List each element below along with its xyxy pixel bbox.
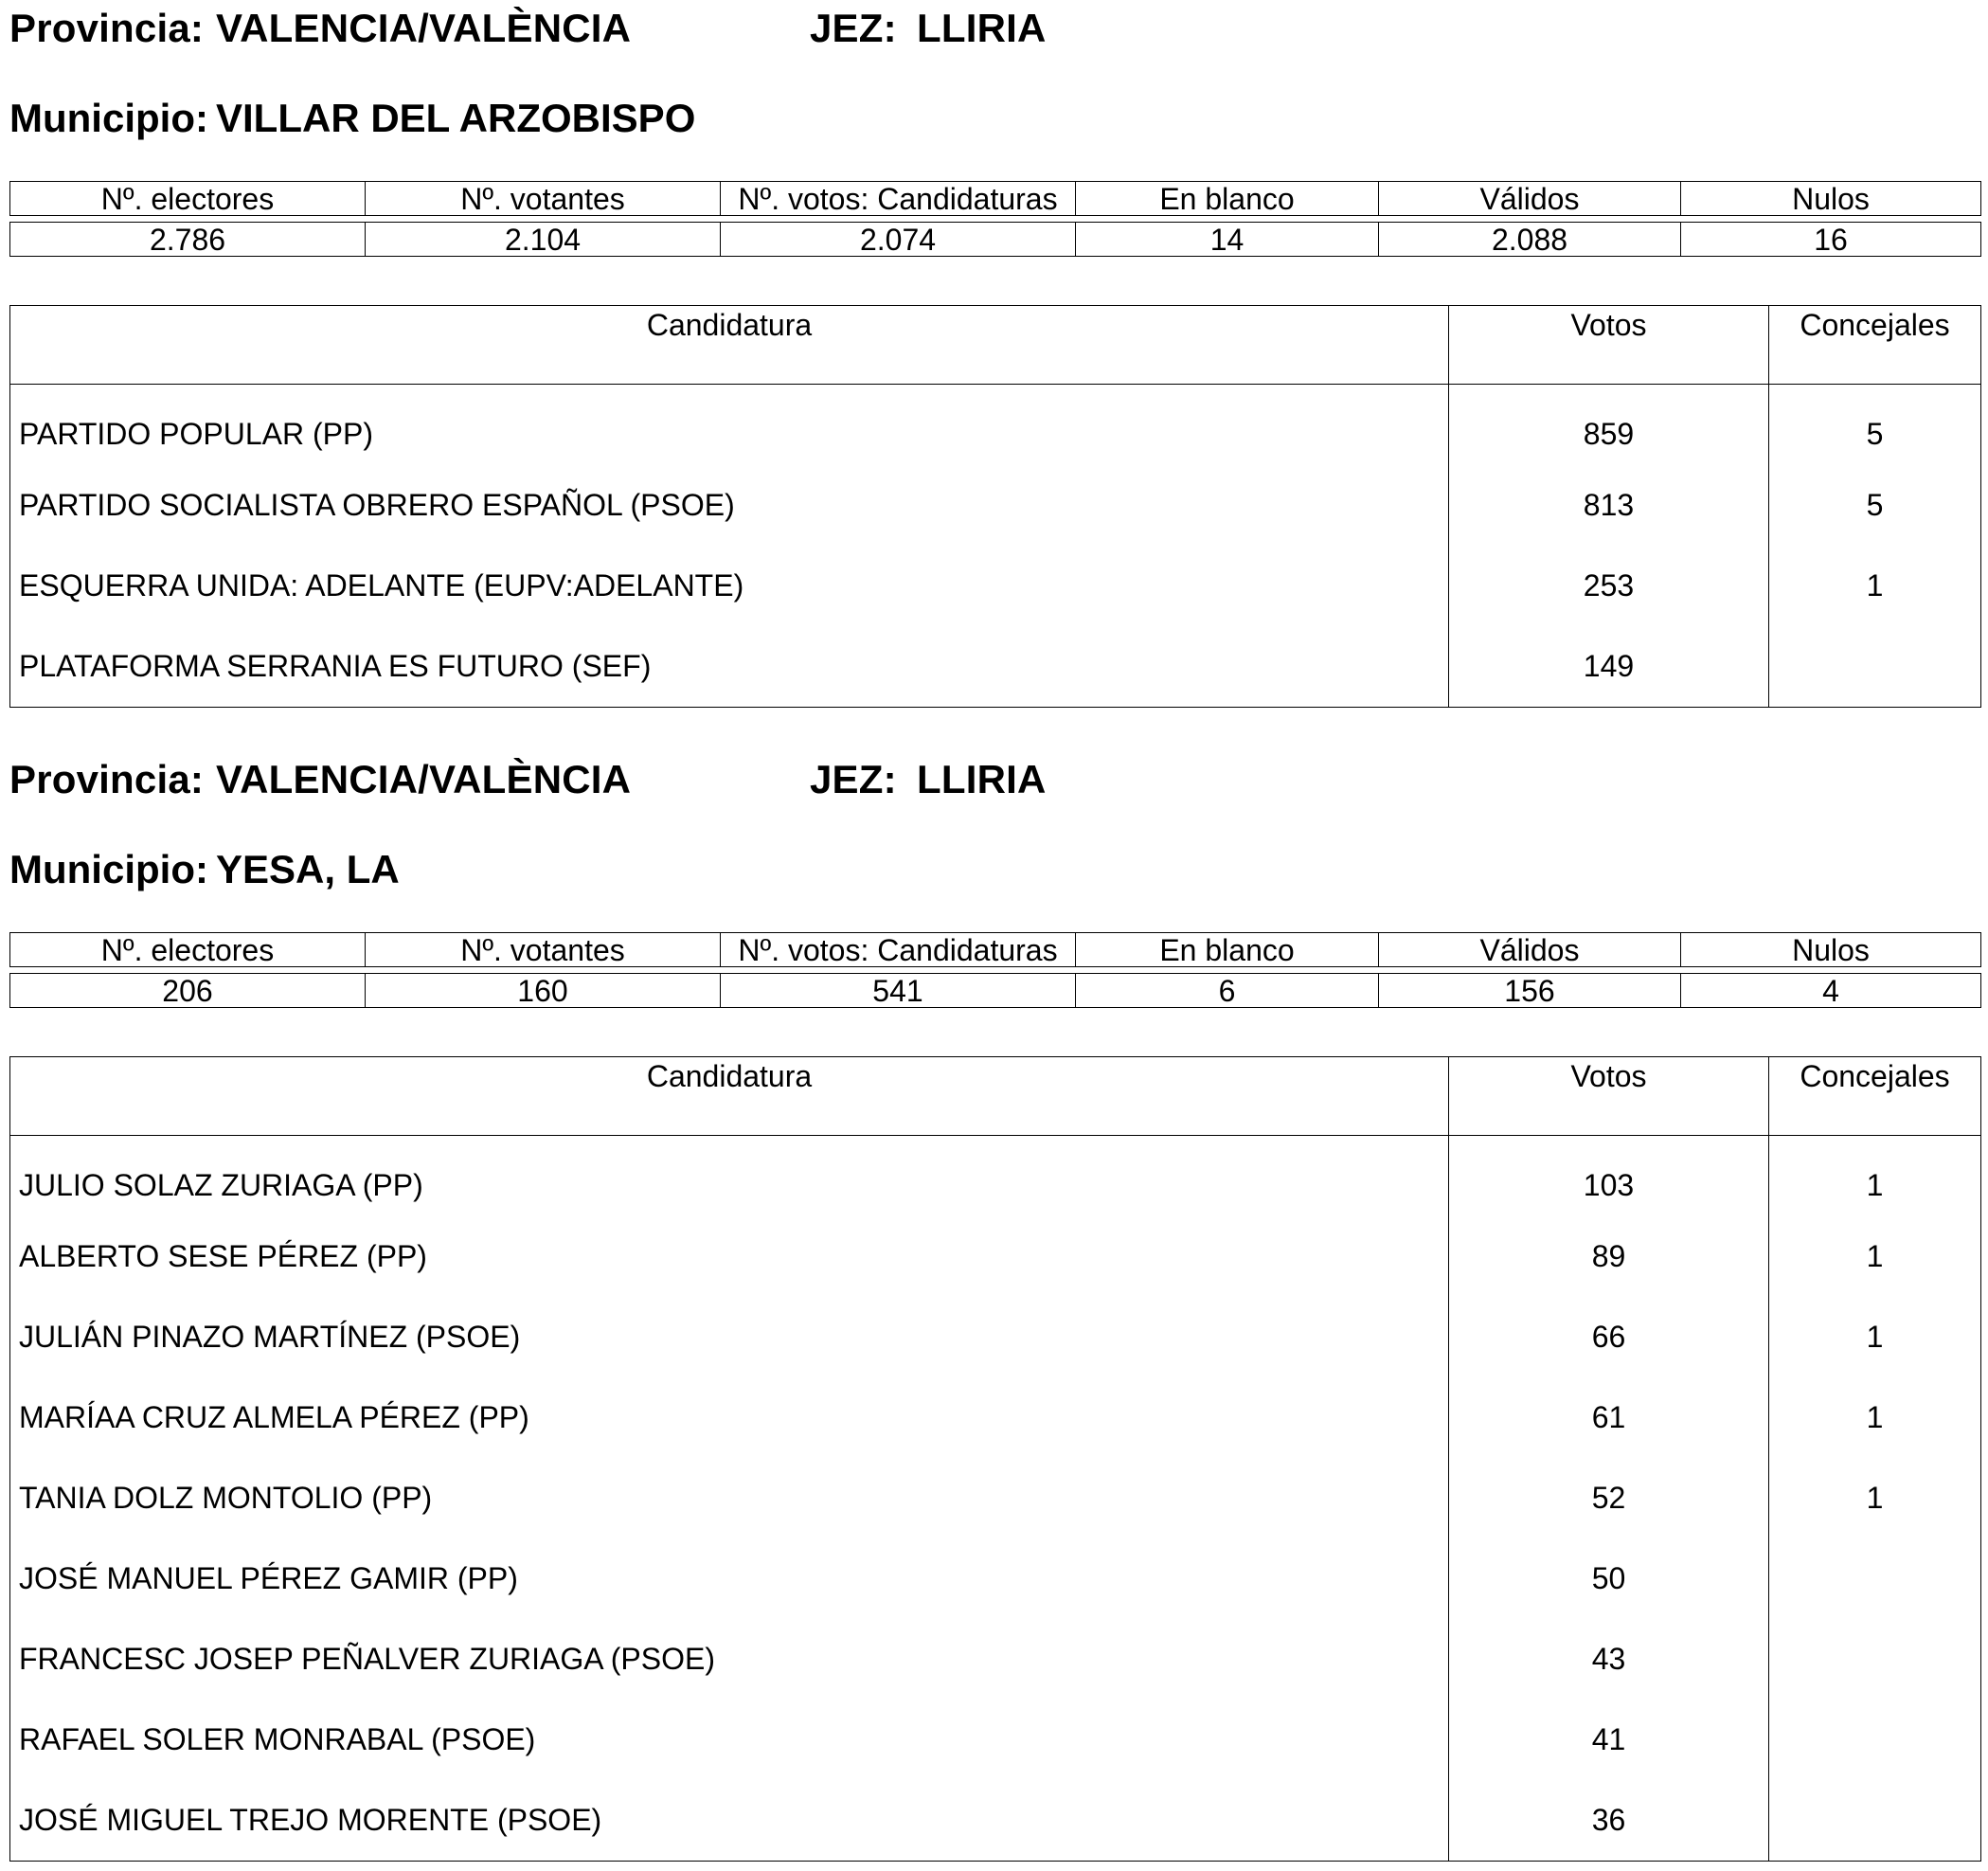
cand-name: RAFAEL SOLER MONRABAL (PSOE)	[10, 1700, 1449, 1780]
cand-name: ESQUERRA UNIDA: ADELANTE (EUPV:ADELANTE)	[10, 546, 1449, 626]
cand-header-row	[10, 306, 1981, 385]
stats-header-row	[10, 182, 1981, 216]
cand-header-candidatura: Candidatura	[10, 1057, 1449, 1136]
cand-concejales: 1	[1769, 1297, 1981, 1377]
candidaturas-table	[9, 1056, 1981, 1862]
table-row	[10, 1458, 1981, 1538]
stats-value: 2.074	[721, 223, 1076, 257]
stats-value-row	[10, 974, 1981, 1008]
cand-header-candidatura: Candidatura	[10, 306, 1449, 385]
stats-value: 2.104	[366, 223, 721, 257]
candidaturas-table	[9, 305, 1981, 708]
cand-votos: 43	[1449, 1619, 1769, 1700]
stats-header: Nº. votantes	[366, 933, 721, 967]
cand-name: JULIÁN PINAZO MARTÍNEZ (PSOE)	[10, 1297, 1449, 1377]
provincia-label: Provincia:	[9, 757, 205, 801]
cand-concejales: 1	[1769, 1458, 1981, 1538]
jez-label: JEZ:	[810, 6, 897, 50]
cand-concejales	[1769, 1619, 1981, 1700]
cand-name: PARTIDO SOCIALISTA OBRERO ESPAÑOL (PSOE)	[10, 465, 1449, 546]
jez-value: LLIRIA	[917, 757, 1047, 801]
stats-header: Válidos	[1379, 182, 1681, 216]
stats-values-table	[9, 222, 1981, 257]
cand-concejales	[1769, 1700, 1981, 1780]
cand-concejales	[1769, 1780, 1981, 1862]
stats-value: 4	[1681, 974, 1981, 1008]
cand-name: JOSÉ MIGUEL TREJO MORENTE (PSOE)	[10, 1780, 1449, 1862]
cand-votos: 52	[1449, 1458, 1769, 1538]
cand-concejales: 1	[1769, 1216, 1981, 1297]
stats-value: 206	[10, 974, 366, 1008]
cand-votos: 50	[1449, 1538, 1769, 1619]
table-row	[10, 626, 1981, 708]
cand-votos: 149	[1449, 626, 1769, 708]
stats-header: Nº. votos: Candidaturas	[721, 933, 1076, 967]
provincia-value: VALENCIA/VALÈNCIA	[216, 6, 632, 50]
jez-label: JEZ:	[810, 757, 897, 801]
cand-votos: 89	[1449, 1216, 1769, 1297]
stats-header: Nº. electores	[10, 933, 366, 967]
table-row	[10, 1377, 1981, 1458]
cand-name: PLATAFORMA SERRANIA ES FUTURO (SEF)	[10, 626, 1449, 708]
cand-votos: 253	[1449, 546, 1769, 626]
cand-votos: 61	[1449, 1377, 1769, 1458]
stats-table	[9, 181, 1981, 216]
stats-header: Nº. votos: Candidaturas	[721, 182, 1076, 216]
stats-value: 14	[1076, 223, 1379, 257]
table-row	[10, 1136, 1981, 1217]
municipio-label: Municipio:	[9, 847, 208, 891]
table-row	[10, 1700, 1981, 1780]
cand-votos: 859	[1449, 385, 1769, 466]
provincia-label: Provincia:	[9, 6, 205, 50]
cand-name: TANIA DOLZ MONTOLIO (PP)	[10, 1458, 1449, 1538]
stats-value: 2.786	[10, 223, 366, 257]
stats-value: 156	[1379, 974, 1681, 1008]
cand-header-votos: Votos	[1449, 306, 1769, 385]
municipio-value: VILLAR DEL ARZOBISPO	[216, 96, 696, 140]
cand-header-row	[10, 1057, 1981, 1136]
municipio-value: YESA, LA	[216, 847, 400, 891]
cand-votos: 813	[1449, 465, 1769, 546]
table-row	[10, 546, 1981, 626]
stats-header: Nulos	[1681, 182, 1981, 216]
cand-concejales: 5	[1769, 465, 1981, 546]
cand-name: JOSÉ MANUEL PÉREZ GAMIR (PP)	[10, 1538, 1449, 1619]
table-row	[10, 465, 1981, 546]
cand-concejales	[1769, 626, 1981, 708]
cand-votos: 41	[1449, 1700, 1769, 1780]
cand-concejales: 5	[1769, 385, 1981, 466]
table-row	[10, 1297, 1981, 1377]
cand-name: MARÍAA CRUZ ALMELA PÉREZ (PP)	[10, 1377, 1449, 1458]
table-row	[10, 385, 1981, 466]
stats-header: En blanco	[1076, 182, 1379, 216]
cand-name: ALBERTO SESE PÉREZ (PP)	[10, 1216, 1449, 1297]
stats-value-row	[10, 223, 1981, 257]
table-row	[10, 1619, 1981, 1700]
provincia-value: VALENCIA/VALÈNCIA	[216, 757, 632, 801]
cand-concejales: 1	[1769, 546, 1981, 626]
cand-name: FRANCESC JOSEP PEÑALVER ZURIAGA (PSOE)	[10, 1619, 1449, 1700]
table-row	[10, 1216, 1981, 1297]
stats-header: Nº. electores	[10, 182, 366, 216]
cand-header-concejales: Concejales	[1769, 1057, 1981, 1136]
stats-header: Válidos	[1379, 933, 1681, 967]
cand-votos: 66	[1449, 1297, 1769, 1377]
stats-values-table	[9, 973, 1981, 1008]
municipio-label: Municipio:	[9, 96, 208, 140]
stats-header: Nulos	[1681, 933, 1981, 967]
cand-concejales: 1	[1769, 1136, 1981, 1217]
table-row	[10, 1538, 1981, 1619]
cand-votos: 36	[1449, 1780, 1769, 1862]
stats-value: 160	[366, 974, 721, 1008]
stats-value: 16	[1681, 223, 1981, 257]
stats-value: 541	[721, 974, 1076, 1008]
cand-concejales: 1	[1769, 1377, 1981, 1458]
stats-header: Nº. votantes	[366, 182, 721, 216]
stats-value: 6	[1076, 974, 1379, 1008]
stats-value: 2.088	[1379, 223, 1681, 257]
cand-concejales	[1769, 1538, 1981, 1619]
stats-header-row	[10, 933, 1981, 967]
cand-header-concejales: Concejales	[1769, 306, 1981, 385]
stats-table	[9, 932, 1981, 967]
cand-name: JULIO SOLAZ ZURIAGA (PP)	[10, 1136, 1449, 1217]
cand-header-votos: Votos	[1449, 1057, 1769, 1136]
cand-votos: 103	[1449, 1136, 1769, 1217]
table-row	[10, 1780, 1981, 1862]
cand-name: PARTIDO POPULAR (PP)	[10, 385, 1449, 466]
stats-header: En blanco	[1076, 933, 1379, 967]
jez-value: LLIRIA	[917, 6, 1047, 50]
